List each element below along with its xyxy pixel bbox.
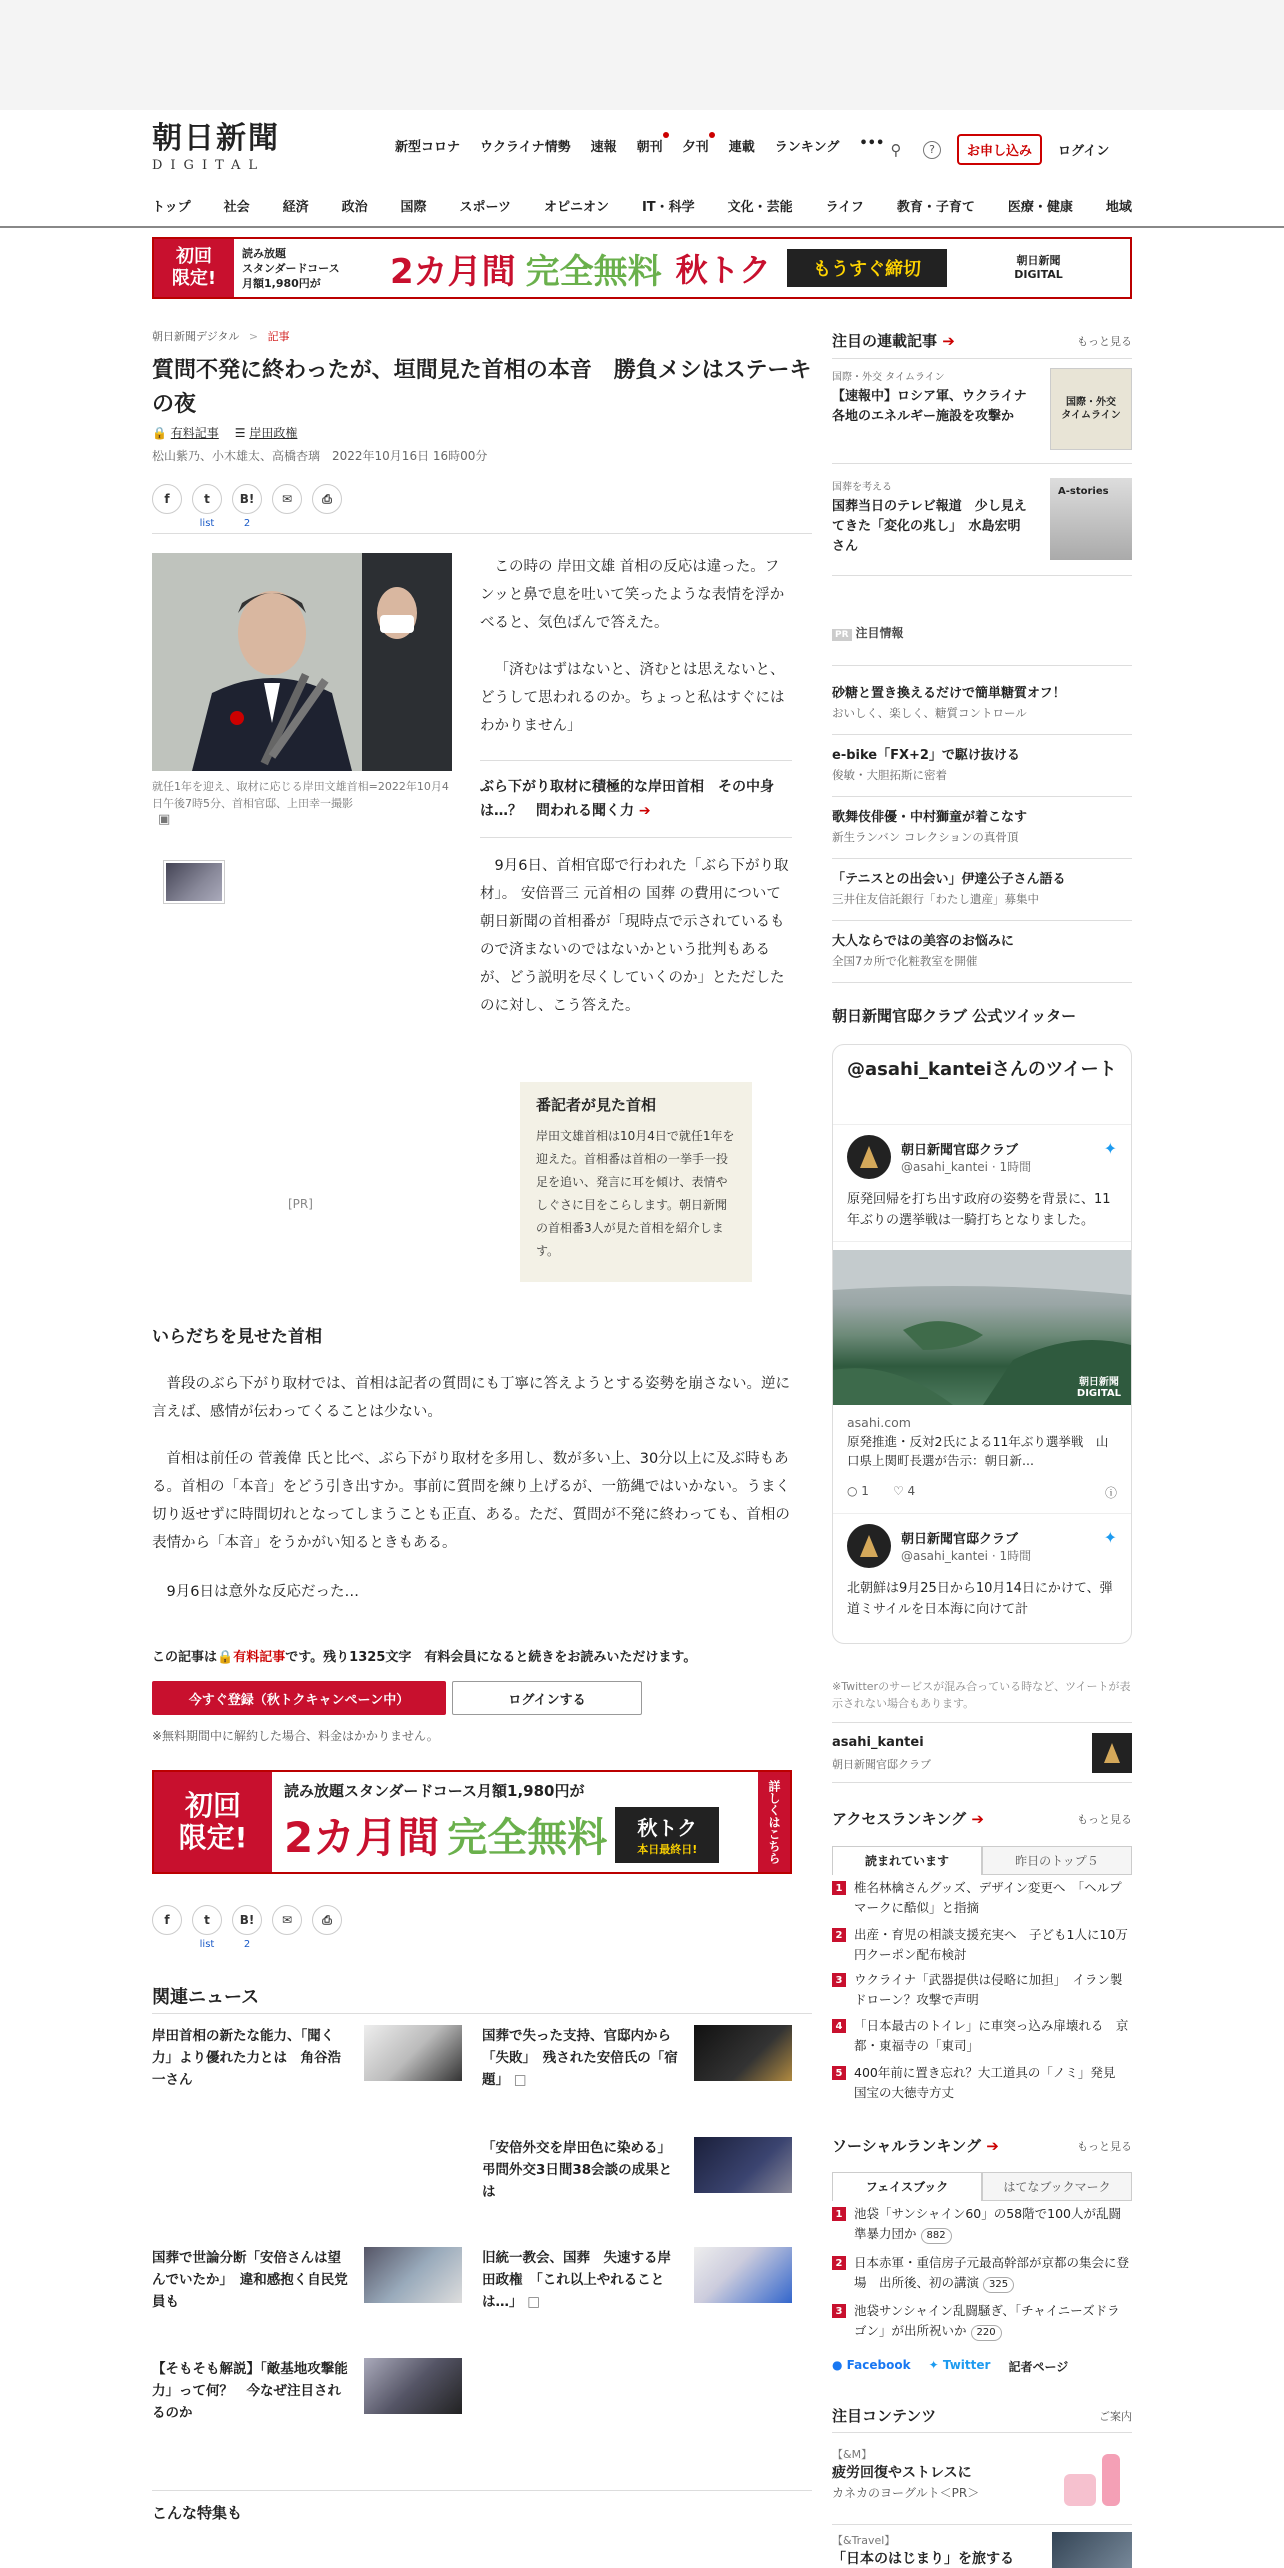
arrow-right-icon: ➔ — [638, 803, 651, 819]
paid-label: 有料記事 — [170, 426, 219, 440]
ranking-item-title: 「日本最古のトイレ」に車突っ込み扉壊れる 京都・東福寺の「東司」 — [854, 2018, 1129, 2053]
ranking-item-title: ウクライナ「武器提供は侵略に加担」 イラン製ドローン？攻撃で声明 — [854, 1972, 1123, 2007]
breadcrumb-tag[interactable]: 記事 — [267, 330, 290, 343]
facebook-label: Facebook — [846, 2358, 911, 2372]
related-news-item[interactable] — [482, 2247, 792, 2313]
facebook-share-glyph: f — [164, 492, 170, 506]
print-glyph: ⎙ — [322, 1912, 332, 1927]
access-ranking-header — [832, 1808, 1132, 1829]
banner-badge: 初回 限定! — [154, 1772, 272, 1872]
content-thumbnail — [1052, 2532, 1132, 2568]
cat-life[interactable]: ライフ — [825, 200, 864, 215]
pr-item[interactable] — [832, 808, 1132, 846]
paywall-suffix: です。残り1325文字 有料会員になると続きをお読みいただけます。 — [285, 1650, 697, 1665]
featured-contents-header — [832, 2405, 1132, 2426]
divider — [832, 920, 1132, 921]
share-count-badge: 325 — [983, 2277, 1014, 2293]
hatena-share-glyph: B! — [239, 492, 255, 506]
rank-number: 1 — [832, 2207, 846, 2221]
paywall-message — [152, 1646, 696, 1665]
tweet-image-watermark: 朝日新聞 DIGITAL — [1076, 1377, 1121, 1399]
cat-culture[interactable]: 文化・芸能 — [727, 200, 793, 215]
pr-item-sub: おいしく、楽しく、糖質コントロール — [832, 706, 1027, 720]
series-box-body: 岸田文雄首相は10月4日で就任1年を迎えた。首相番は首相の一挙手一投足を追い、発言に耳を傾け、表情やしぐさに目をこらします。朝日新聞の首相番3人が見た首相を紹介します。 — [536, 1129, 735, 1258]
access-ranking-tabs — [832, 1846, 1132, 1875]
share-bar-bottom — [152, 1905, 342, 1950]
featured-contents-title: 注目コンテンツ — [832, 2407, 937, 2425]
content-thumbnail — [1052, 2446, 1132, 2506]
paragraph: 9月6日、首相官邸で行われた「ぶら下がり取材」。 安倍晋三 元首相の 国葬 の費用について朝日新聞の首相番が「現時点で示されているもので済まないのではないかという批判もあるが、どう説明を尽くしていくのか」とただしたのに対し、こう答えた。 — [480, 858, 789, 1014]
twitter-link[interactable] — [929, 2358, 991, 2375]
related-news-item[interactable] — [482, 2025, 792, 2091]
like-count: 4 — [907, 1484, 916, 1498]
divider — [832, 1722, 1132, 1723]
series-box-title: 番記者が見た首相 — [536, 1096, 657, 1114]
mail-share-icon[interactable] — [272, 484, 302, 514]
serial-card-thumbnail: 国際・外交 タイムライン — [1050, 368, 1132, 450]
pr-item-title: 大人ならではの美容のお悩みに — [832, 934, 1014, 949]
twitter-timeline[interactable] — [832, 1044, 1132, 1644]
ranking-item-title: 400年前に置き忘れ？大工道具の「ノミ」発見 国宝の大徳寺方丈 — [854, 2065, 1128, 2100]
cat-international[interactable]: 国際 — [400, 200, 427, 215]
hatena-count[interactable]: 2 — [243, 1939, 251, 1950]
rank-number: 1 — [832, 1881, 846, 1895]
logo-sub: DIGITAL — [152, 158, 266, 173]
ranking-item[interactable] — [832, 2016, 1132, 2056]
related-news-thumbnail — [364, 2025, 462, 2081]
campaign-banner-top[interactable] — [152, 237, 1132, 299]
banner-details-link[interactable]: 詳しくはこちら — [758, 1772, 790, 1872]
cat-top[interactable]: トップ — [152, 200, 191, 215]
paragraph: この時の 岸田文雄 首相の反応は違った。フンッと鼻で息を吐いて笑ったような表情を浮かべると、気色ばんで答えた。 — [480, 559, 785, 631]
twitter-bird-icon: ✦ — [1103, 1528, 1117, 1547]
related-news-item[interactable] — [482, 2137, 792, 2203]
serial-card[interactable] — [832, 478, 1132, 560]
photo-caption: 就任1年を迎え、取材に応じる岸田文雄首相=2022年10月4日午後7時5分、首相官邸、上田幸一撮影 — [152, 780, 449, 810]
serial-title-link[interactable] — [832, 330, 955, 351]
rank-number: 4 — [832, 2019, 846, 2033]
banner-deadline: もうすぐ締切 — [787, 249, 947, 287]
banner-period: 2カ月間 — [284, 1812, 440, 1862]
cat-politics[interactable]: 政治 — [341, 200, 368, 215]
paywall-prefix: この記事は — [152, 1650, 218, 1665]
related-news-thumbnail — [694, 2025, 792, 2081]
free-period-note: ※無料期間中に解約した場合、料金はかかりません。 — [152, 1729, 439, 1743]
mail-share-glyph: ✉ — [281, 1913, 293, 1927]
tweet-handle: @asahi_kantei · 1時間 — [901, 1549, 1032, 1563]
hatena-share-icon[interactable] — [232, 1905, 262, 1950]
tweet-link-title: 原発推進・反対2氏による11年ぶり選挙戦 山口県上関町長選が告示：朝日新... — [847, 1434, 1109, 1468]
share-bar-top — [152, 484, 342, 529]
twitter-share-glyph: t — [204, 1913, 210, 1927]
divider — [832, 463, 1132, 464]
tweet-body: 原発回帰を打ち出す政府の姿勢を背景に、11年ぶりの選挙戦は一騎打ちとなりました。 — [847, 1192, 1111, 1228]
banner-deadline: 本日最終日! — [637, 1843, 698, 1856]
lock-icon: 🔒 — [217, 1650, 234, 1665]
pr-item[interactable] — [832, 932, 1132, 970]
tweet-actions — [833, 1478, 1131, 1514]
nav-series[interactable]: 連載 — [728, 140, 755, 155]
related-news-title — [482, 2247, 682, 2313]
related-article-link[interactable] — [480, 760, 792, 838]
social-ranking-title-link[interactable] — [832, 2135, 999, 2156]
top-ad-space — [0, 0, 1284, 110]
breadcrumb — [152, 328, 290, 344]
facebook-link[interactable] — [832, 2358, 911, 2375]
divider — [832, 2524, 1132, 2525]
series-link[interactable] — [235, 424, 298, 441]
comment-icon: □ — [527, 2294, 540, 2310]
divider — [832, 2432, 1132, 2433]
related-news-title-text: 国葬で失った支持、官邸内から「失敗」 残された安倍氏の「宿題」 — [482, 2028, 678, 2088]
related-link-text: ぶら下がり取材に積極的な岸田首相 その中身は…？ 問われる聞く力 — [480, 779, 774, 819]
category-nav — [152, 196, 1132, 215]
ranking-item-title: 椎名林檎さんグッズ、デザイン変更へ 「ヘルプマークに酷似」と指摘 — [854, 1880, 1122, 1915]
hatena-count[interactable]: 2 — [243, 518, 251, 529]
photo-thumbnail[interactable] — [164, 861, 224, 903]
twitter-list-count[interactable]: list — [199, 518, 215, 529]
pr-item-title: 歌舞伎俳優・中村獅童が着こなす — [832, 810, 1028, 825]
serial-title: 注目の連載記事 — [832, 332, 938, 350]
tweet-avatar — [847, 1524, 891, 1568]
content-label: 【&Travel】 — [832, 2534, 896, 2547]
content-title: 「日本のはじまり」を旅する — [832, 2551, 1014, 2567]
twitter-bird-icon: ✦ — [1103, 1139, 1117, 1158]
tab-hatena[interactable]: はてなブックマーク — [982, 2172, 1132, 2201]
facebook-share-icon[interactable] — [152, 1905, 182, 1935]
twitter-timeline-title: @asahi_kanteiさんのツイート — [833, 1045, 1131, 1125]
pr-item[interactable] — [832, 870, 1132, 908]
divider — [152, 2490, 812, 2491]
banner-campaign: 秋トク — [675, 251, 772, 289]
related-news-title-text: 旧統一教会、国葬 失速する岸田政権 「これ以上やれることは…」 — [482, 2250, 671, 2310]
tab-facebook[interactable]: フェイスブック — [832, 2172, 982, 2201]
pr-item-sub: 全国7カ所で化粧教室を開催 — [832, 954, 978, 968]
more-menu-icon[interactable]: ••• — [859, 136, 885, 151]
twitter-note: ※Twitterのサービスが混み合っている時など、ツイートが表示されない場合もあります。 — [832, 1680, 1131, 1710]
hatena-share-icon[interactable] — [232, 484, 262, 529]
divider — [832, 575, 1132, 576]
pr-item-title: 「テニスとの出会い」伊達公子さん語る — [832, 872, 1066, 887]
pr-info-header — [832, 624, 904, 641]
pr-item-sub: 新生ランバン コレクションの真骨頂 — [832, 830, 1019, 844]
twitter-account-avatar — [1092, 1733, 1132, 1773]
nav-ukraine[interactable]: ウクライナ情勢 — [480, 140, 571, 155]
content-label: 【&M】 — [832, 2448, 873, 2461]
serial-card-label: 国際・外交 タイムライン — [832, 372, 945, 383]
rank-number: 5 — [832, 2066, 846, 2080]
tweet-image[interactable] — [833, 1250, 1131, 1405]
rank-number: 2 — [832, 2256, 846, 2270]
related-news-title: 「安倍外交を岸田色に染める」 弔問外交3日間38会談の成果とは — [482, 2140, 678, 2200]
divider — [832, 796, 1132, 797]
tweet[interactable] — [833, 1125, 1131, 1242]
comment-icon: □ — [513, 2072, 527, 2088]
arrow-right-icon: ➔ — [971, 1810, 984, 1828]
social-ranking-header — [832, 2135, 1132, 2156]
subscribe-button[interactable]: お申し込み — [957, 134, 1042, 165]
share-count-badge: 882 — [921, 2228, 952, 2244]
hatena-share-glyph: B! — [239, 1913, 255, 1927]
related-news-thumbnail — [694, 2247, 792, 2303]
header-nav — [395, 136, 884, 155]
twitter-account-sub: 朝日新聞官邸クラブ — [832, 1757, 931, 1771]
arrow-right-icon: ➔ — [986, 2137, 999, 2155]
related-news-title: 【そもそも解説】「敵基地攻撃能力」って何？ 今なぜ注目されるのか — [152, 2361, 348, 2421]
serial-card-title: 国葬当日のテレビ報道 少し見えてきた「変化の兆し」 水島宏明さん — [832, 499, 1027, 554]
pr-info-title: 注目情報 — [855, 626, 904, 640]
series-info-box[interactable] — [520, 1082, 752, 1282]
tweet-body: 北朝鮮は9月25日から10月14日にかけて、弾道ミサイルを日本海に向けて計 — [847, 1581, 1113, 1617]
related-news-item[interactable] — [152, 2247, 462, 2313]
divider — [152, 2013, 812, 2014]
paywall-paid: 有料記事 — [233, 1650, 286, 1665]
nav-divider — [0, 226, 1284, 228]
related-news-heading: 関連ニュース — [152, 1987, 260, 2008]
ranking-item-title: 日本赤軍・重信房子元最高幹部が京都の集会に登場 出所後、初の講演 — [854, 2255, 1130, 2290]
ranking-item-title: 池袋サンシャイン乱闘騒ぎ、「チャイニーズドラゴン」が出所祝いか — [854, 2303, 1120, 2338]
print-icon[interactable] — [312, 1905, 342, 1935]
mail-share-icon[interactable] — [272, 1905, 302, 1935]
site-logo[interactable] — [152, 122, 282, 173]
section-heading: いらだちを見せた首相 — [152, 1327, 322, 1347]
twitter-share-glyph: t — [204, 492, 210, 506]
special-features-heading: こんな特集も — [152, 2504, 243, 2522]
article-meta — [152, 424, 297, 441]
divider — [832, 1782, 1132, 1783]
pr-badge: PR — [832, 629, 852, 641]
pr-label: [PR] — [288, 1197, 313, 1211]
social-ranking-title: ソーシャルランキング — [832, 2137, 981, 2155]
ranking-item[interactable] — [832, 2063, 1132, 2103]
lock-icon: 🔒 — [152, 426, 167, 440]
serial-card[interactable] — [832, 368, 1132, 450]
tab-most-read[interactable]: 読まれています — [832, 1846, 982, 1875]
reply-icon[interactable]: ○ 1 — [847, 1484, 869, 1498]
article-headline: 質問不発に終わったが、垣間見た首相の本音 勝負メシはステーキの夜 — [152, 358, 812, 417]
banner-course: 読み放題 スタンダードコース 月額1,980円が — [242, 246, 340, 290]
ranking-item-title: 出産・育児の相談支援充実へ 子ども1人に10万円クーポン配布検討 — [854, 1927, 1128, 1962]
nav-morning[interactable]: 朝刊 — [637, 136, 663, 155]
mail-share-glyph: ✉ — [281, 492, 293, 506]
pr-item[interactable] — [832, 746, 1132, 784]
guide-link[interactable]: ご案内 — [1099, 2409, 1132, 2423]
arrow-right-icon: ➔ — [942, 332, 955, 350]
divider — [832, 358, 1132, 359]
paragraph: 「済むはずはないと、済むとは思えないと、どうして思われるのか。ちょっと私はすぐにはわかりません」 — [480, 662, 785, 734]
tweet-link-card[interactable] — [833, 1405, 1131, 1478]
register-button[interactable]: 今すぐ登録（秋トクキャンペーン中） — [152, 1681, 446, 1715]
reply-count: 1 — [861, 1484, 869, 1498]
twitter-account-name: asahi_kantei — [832, 1734, 924, 1750]
cat-opinion[interactable]: オピニオン — [543, 200, 609, 215]
login-button[interactable]: ログインする — [452, 1681, 642, 1715]
cat-health[interactable]: 医療・健康 — [1007, 200, 1073, 215]
tweet-author: 朝日新聞官邸クラブ — [901, 1532, 1019, 1547]
twitter-list-count[interactable]: list — [199, 1939, 215, 1950]
tweet[interactable] — [833, 1514, 1131, 1630]
login-link[interactable]: ログイン — [1058, 144, 1110, 159]
article-photo[interactable] — [152, 553, 452, 771]
related-news-thumbnail — [694, 2137, 792, 2193]
related-news-thumbnail — [364, 2247, 462, 2303]
tweet-handle: @asahi_kantei · 1時間 — [901, 1160, 1032, 1174]
facebook-share-glyph: f — [164, 1913, 170, 1927]
paid-badge — [152, 424, 219, 441]
print-icon[interactable] — [312, 484, 342, 514]
nav-corona[interactable]: 新型コロナ — [395, 140, 461, 155]
cat-economy[interactable]: 経済 — [282, 200, 309, 215]
nav-evening[interactable]: 夕刊 — [683, 136, 709, 155]
twitter-section-title: 朝日新聞官邸クラブ 公式ツイッター — [832, 1007, 1077, 1025]
list-icon: ☰ — [234, 426, 246, 440]
banner-free: 完全無料 — [525, 251, 662, 292]
like-icon[interactable]: ♡ 4 — [892, 1484, 916, 1498]
more-link[interactable]: もっと見る — [1077, 334, 1132, 348]
tab-yesterday-top5[interactable]: 昨日のトップ５ — [982, 1846, 1132, 1875]
print-glyph: ⎙ — [322, 491, 332, 506]
reporter-page-link[interactable]: 記者ページ — [1008, 2360, 1069, 2374]
related-news-thumbnail — [364, 2358, 462, 2414]
help-icon[interactable]: ? — [923, 141, 941, 159]
campaign-banner-middle[interactable] — [152, 1770, 792, 1874]
featured-content-item[interactable] — [832, 2446, 1132, 2506]
twitter-account-link[interactable] — [832, 1733, 1132, 1773]
social-ranking-tabs — [832, 2172, 1132, 2201]
pr-item[interactable] — [832, 684, 1132, 722]
photo-illustration — [152, 553, 452, 771]
tweet-avatar — [847, 1135, 891, 1179]
cat-it-science[interactable]: IT・科学 — [641, 200, 695, 215]
related-news-title: 国葬で世論分断「安倍さんは望んでいたか」 違和感抱く自民党員も — [152, 2250, 348, 2310]
cat-sports[interactable]: スポーツ — [459, 200, 512, 215]
content-title: 疲労回復やストレスに — [832, 2465, 972, 2481]
image-gallery-icon[interactable]: ▣ — [158, 812, 171, 827]
breadcrumb-site[interactable]: 朝日新聞デジタル — [152, 330, 240, 343]
paragraph: 首相は前任の 菅義偉 氏と比べ、ぶら下がり取材を多用し、数が多い上、30分以上に及ぶ時もある。首相の「本音」をどう引き出すか。事前に質問を練り上げるが、一筋縄ではいかない。うまく切り返せずに時間切れとなってしまうことも正直、ある。ただ、質問が不発に終わっても、首相の表情から「本音」をうかがい知るときもある。 — [152, 1451, 790, 1551]
ranking-item[interactable] — [832, 2204, 1132, 2244]
divider — [832, 858, 1132, 859]
facebook-icon: ● — [832, 2358, 843, 2372]
ranking-item[interactable] — [832, 1970, 1132, 2010]
ranking-item[interactable] — [832, 2301, 1132, 2341]
rank-number: 2 — [832, 1928, 846, 1942]
byline: 松山紫乃、小木雄太、高橋杏璃 2022年10月16日 16時00分 — [152, 449, 488, 463]
share-count-badge: 220 — [971, 2325, 1002, 2341]
more-link[interactable]: もっと見る — [1077, 2139, 1132, 2153]
cat-region[interactable]: 地域 — [1105, 200, 1132, 215]
ranking-item-title: 池袋「サンシャイン60」の58階で100人が乱闘 準暴力団か — [854, 2206, 1134, 2241]
tweet-author: 朝日新聞官邸クラブ — [901, 1143, 1019, 1158]
logo-main: 朝日新聞 — [152, 121, 280, 156]
twitter-label: Twitter — [942, 2358, 991, 2372]
social-links — [832, 2358, 1068, 2375]
ranking-item[interactable] — [832, 1925, 1132, 1965]
banner-free: 完全無料 — [447, 1815, 608, 1861]
content-sub: カネカのヨーグルト＜PR＞ — [832, 2486, 980, 2500]
cat-education[interactable]: 教育・子育て — [896, 200, 975, 215]
access-ranking-title: アクセスランキング — [832, 1810, 967, 1828]
pr-item-sub: 三井住友信託銀行「わたし遺産」募集中 — [832, 892, 1039, 906]
paragraph: 普段のぶら下がり取材では、首相は記者の質問にも丁寧に答えようとする姿勢を崩さない。逆に言えば、感情が伝わってくることは少ない。 — [152, 1376, 790, 1420]
pr-item-sub: 俊敏・大胆拓斯に密着 — [832, 768, 947, 782]
twitter-icon: ✦ — [928, 2358, 939, 2372]
header-tools — [885, 134, 1109, 165]
banner-course: 読み放題スタンダードコース月額1,980円が — [284, 1781, 585, 1800]
divider — [152, 533, 812, 534]
divider — [832, 982, 1132, 983]
twitter-share-icon[interactable] — [192, 1905, 222, 1950]
pr-item-title: 砂糖と置き換えるだけで簡単糖質オフ！ — [832, 686, 1066, 701]
banner-period: 2カ月間 — [390, 251, 516, 292]
cat-society[interactable]: 社会 — [223, 200, 250, 215]
banner-campaign: 秋トク — [637, 1816, 698, 1840]
divider — [832, 734, 1132, 735]
info-icon[interactable]: ⓘ — [1104, 1486, 1117, 1500]
related-news-item[interactable] — [152, 2025, 462, 2091]
pr-item-title: e-bike「FX+2」で駆け抜ける — [832, 748, 1020, 763]
related-news-title: 岸田首相の新たな能力、「聞く力」より優れた力とは 角谷浩一さん — [152, 2028, 341, 2088]
banner-brand: 朝日新聞 DIGITAL — [1014, 254, 1063, 281]
more-link[interactable]: もっと見る — [1077, 1812, 1132, 1826]
serial-card-thumbnail: A-stories — [1050, 478, 1132, 560]
access-ranking-title-link[interactable] — [832, 1808, 984, 1829]
paragraph: 9月6日は意外な反応だった… — [166, 1584, 359, 1600]
featured-content-item[interactable] — [832, 2532, 1132, 2568]
banner-badge: 初回 限定! — [154, 239, 234, 297]
nav-ranking[interactable]: ランキング — [774, 140, 840, 155]
serial-card-label: 国葬を考える — [832, 482, 892, 493]
related-news-title — [482, 2025, 682, 2091]
ranking-item[interactable] — [832, 1878, 1132, 1918]
rank-number: 3 — [832, 2304, 846, 2318]
facebook-share-icon[interactable] — [152, 484, 182, 514]
serial-section-header — [832, 330, 1132, 351]
series-label: 岸田政権 — [249, 426, 298, 440]
related-news-item[interactable] — [152, 2358, 462, 2424]
search-icon[interactable]: ⚲ — [890, 140, 902, 159]
divider — [832, 665, 1132, 666]
rank-number: 3 — [832, 1973, 846, 1987]
twitter-share-icon[interactable] — [192, 484, 222, 529]
nav-breaking[interactable]: 速報 — [590, 140, 617, 155]
serial-card-title: 【速報中】ロシア軍、ウクライナ各地のエネルギー施設を攻撃か — [832, 389, 1027, 424]
ranking-item[interactable] — [832, 2253, 1132, 2293]
tweet-link-domain: asahi.com — [847, 1415, 911, 1430]
breadcrumb-separator: > — [248, 330, 259, 343]
